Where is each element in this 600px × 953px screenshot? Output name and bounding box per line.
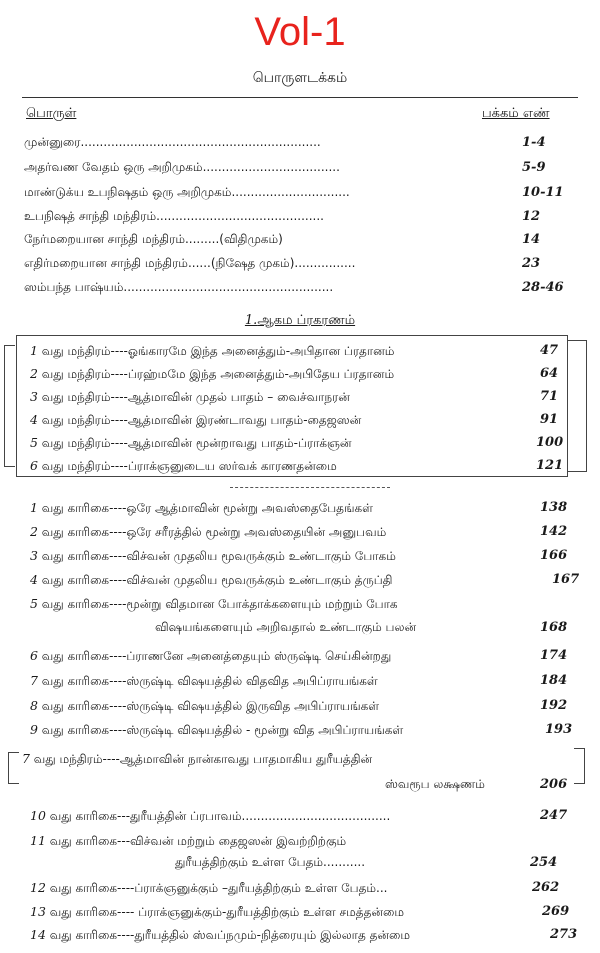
toc-entry-continued [0,855,600,877]
toc-entry [0,185,600,207]
entry-title: வது காரிகை----ப்ராணனே அனைத்தையும் ஸ்ருஷ்டி செய்கின்றது [41,649,392,663]
entry-number: 7 [22,751,30,766]
toc-entry [0,209,600,231]
entry-title: வது மந்திரம்----ஆத்மாவின் இரண்டாவது பாதம்-தைஜஸன் [41,413,362,427]
entry-page: 64 [540,366,559,381]
entry-number: 3 [30,389,38,404]
toc-entry-continued [0,777,600,799]
toc-entry [0,135,600,157]
toc-entry [0,256,600,278]
toc-entry [0,343,600,365]
entry-number: 13 [30,904,46,919]
entry-number: 11 [30,833,46,848]
entry-title: வது காரிகை----ஸ்ருஷ்டி விஷயத்தில் - மூன்று வித அபிப்ராயங்கள் [41,723,404,737]
entry-title: மாண்டுக்ய உபநிஷதம் ஒரு அறிமுகம்............................... [24,185,350,199]
entry-page: 47 [540,343,559,358]
toc-entry [0,880,600,902]
entry-page: 71 [540,389,559,404]
toc-entry [0,904,600,926]
toc-entry [0,458,600,480]
entry-title: வது மந்திரம்----ஆத்மாவின் நான்காவது பாதமாகிய துரீயத்தின் [33,752,373,766]
entry-title: வது காரிகை----ஒரே சரீரத்தில் மூன்று அவஸ்தையின் அனுபவம் [41,525,387,539]
entry-title: வது காரிகை----ஸ்ருஷ்டி விஷயத்தில் விதவித அபிப்ராயங்கள் [41,674,378,688]
toc-entry [0,389,600,411]
separator [230,487,390,488]
entry-number: 8 [30,698,38,713]
toc-entry [0,698,600,720]
entry-number: 1 [30,500,38,515]
entry-page: 5-9 [522,160,546,175]
entry-title: வது மந்திரம்----ஆத்மாவின் மூன்றாவது பாதம்-ப்ராக்ஞன் [41,436,352,450]
entry-title: உபநிஷத் சாந்தி மந்திரம்............................................ [24,209,324,223]
toc-entry [0,548,600,570]
toc-entry [0,500,600,522]
toc-entry [0,232,600,254]
entry-page: 28-46 [522,280,564,295]
entry-page: 247 [540,808,568,823]
entry-page: 23 [522,256,541,271]
toc-entry-continued [0,620,600,642]
page-heading: பொருளடக்கம் [252,70,348,86]
section-heading [0,313,600,329]
volume-label: Vol-1 [254,10,346,54]
entry-number: 6 [30,648,38,663]
toc-entry [0,280,600,302]
toc-entry [0,435,600,457]
entry-page: 100 [536,435,564,450]
entry-page: 262 [532,880,560,895]
entry-title: ஸம்பந்த பாஷ்யம்....................................................... [24,280,334,294]
entry-number: 4 [30,572,38,587]
entry-title: வது மந்திரம்----ஓங்காரமே இந்த அனைத்தும்-அபிதான ப்ரதானம் [41,344,395,358]
section-title: ஆகம ப்ரகரணம் [257,313,356,328]
entry-number: 4 [30,412,38,427]
entry-page: 168 [540,620,568,635]
entry-number: 1 [30,343,38,358]
entry-page: 166 [540,548,568,563]
entry-page: 12 [522,209,541,224]
section-number: 1. [244,313,258,328]
toc-entry [0,412,600,434]
entry-number: 2 [30,524,38,539]
toc-entry [0,366,600,388]
entry-number: 12 [30,880,46,895]
entry-page: 206 [540,777,568,792]
entry-title: வது காரிகை----மூன்று விதமான போக்தாக்களையும் மற்றும் போக [41,597,398,611]
entry-title: எதிர்மறையான சாந்தி மந்திரம்......(நிஷேத முகம்)................ [24,256,356,270]
entry-title: வது காரிகை----ஸ்ருஷ்டி விஷயத்தில் இருவித அபிப்ராயங்கள் [41,699,380,713]
entry-title: வது காரிகை---விச்வன் மற்றும் தைஜஸன் இவற்றிற்கும் [49,834,347,848]
toc-entry [0,648,600,670]
entry-title: நேர்மறையான சாந்தி மந்திரம்.........(விதிமுகம்) [24,232,283,246]
entry-title: வது காரிகை----துரீயத்தில் ஸ்வப்நமும்-நித்ரையும் இல்லாத தன்மை [49,928,411,942]
entry-page: 1-4 [522,135,546,150]
entry-title: வது மந்திரம்----ஆத்மாவின் முதல் பாதம் – வைச்வாநரன் [41,390,350,404]
toc-entry [0,596,600,618]
entry-page: 10-11 [522,185,564,200]
entry-number: 7 [30,673,38,688]
entry-page: 269 [542,904,570,919]
toc-entry [0,808,600,830]
entry-page: 121 [536,458,564,473]
toc-entry [0,673,600,695]
entry-number: 5 [30,596,38,611]
entry-page: 193 [545,722,573,737]
entry-page: 138 [540,500,568,515]
entry-number: 2 [30,366,38,381]
entry-title: வது காரிகை---- ப்ராக்ஞனுக்கும்-துரீயத்திற்கும் உள்ள சமத்தன்மை [49,905,405,919]
entry-title: வது மந்திரம்----ப்ராக்ஞனுடைய ஸர்வக் காரணதன்மை [41,459,337,473]
entry-page: 167 [552,572,580,587]
entry-title: வது காரிகை----ஒரே ஆத்மாவின் மூன்று அவஸ்தைபேதங்கள் [41,501,373,515]
entry-title-line2: ஸ்வரூப லக்ஷணம் [385,777,485,791]
entry-number: 5 [30,435,38,450]
entry-title: வது காரிகை----ப்ராக்ஞனுக்கும் –துரீயத்திற்கும் உள்ள பேதம்... [49,881,388,895]
toc-entry [0,751,600,773]
entry-title: வது காரிகை----விச்வன் முதலிய மூவருக்கும் உண்டாகும் போகம் [41,549,396,563]
entry-page: 192 [540,698,568,713]
column-heading-subject: பொருள் [26,106,77,121]
toc-entry [0,722,600,744]
toc-entry [0,160,600,182]
toc-entry [0,833,600,855]
entry-number: 14 [30,927,46,942]
entry-title: வது காரிகை---துரீயத்தின் ப்ரபாவம்....................................... [49,809,391,823]
entry-title-line2: துரீயத்திற்கும் உள்ள பேதம்........... [175,855,366,869]
toc-entry [0,927,600,949]
entry-number: 10 [30,808,46,823]
entry-number: 6 [30,458,38,473]
entry-number: 3 [30,548,38,563]
entry-page: 142 [540,524,568,539]
toc-entry [0,524,600,546]
entry-page: 254 [530,855,558,870]
entry-title: வது காரிகை----விச்வன் முதலிய மூவருக்கும் உண்டாகும் த்ருப்தி [41,573,393,587]
entry-title: வது மந்திரம்----ப்ரஹ்மமே இந்த அனைத்தும்-அபிதேய ப்ரதானம் [41,367,395,381]
entry-page: 273 [550,927,578,942]
column-heading-page: பக்கம் எண் [482,106,550,121]
heading-rule [22,97,578,98]
entry-page: 184 [540,673,568,688]
entry-page: 174 [540,648,568,663]
entry-title: முன்னுரை............................................................... [24,135,321,149]
toc-entry [0,572,600,594]
entry-title-line2: விஷயங்களையும் அறிவதால் உண்டாகும் பலன் [155,620,417,634]
entry-page: 91 [540,412,559,427]
entry-title: அதர்வண வேதம் ஒரு அறிமுகம்.................................... [24,160,340,174]
entry-page: 14 [522,232,541,247]
entry-number: 9 [30,722,38,737]
